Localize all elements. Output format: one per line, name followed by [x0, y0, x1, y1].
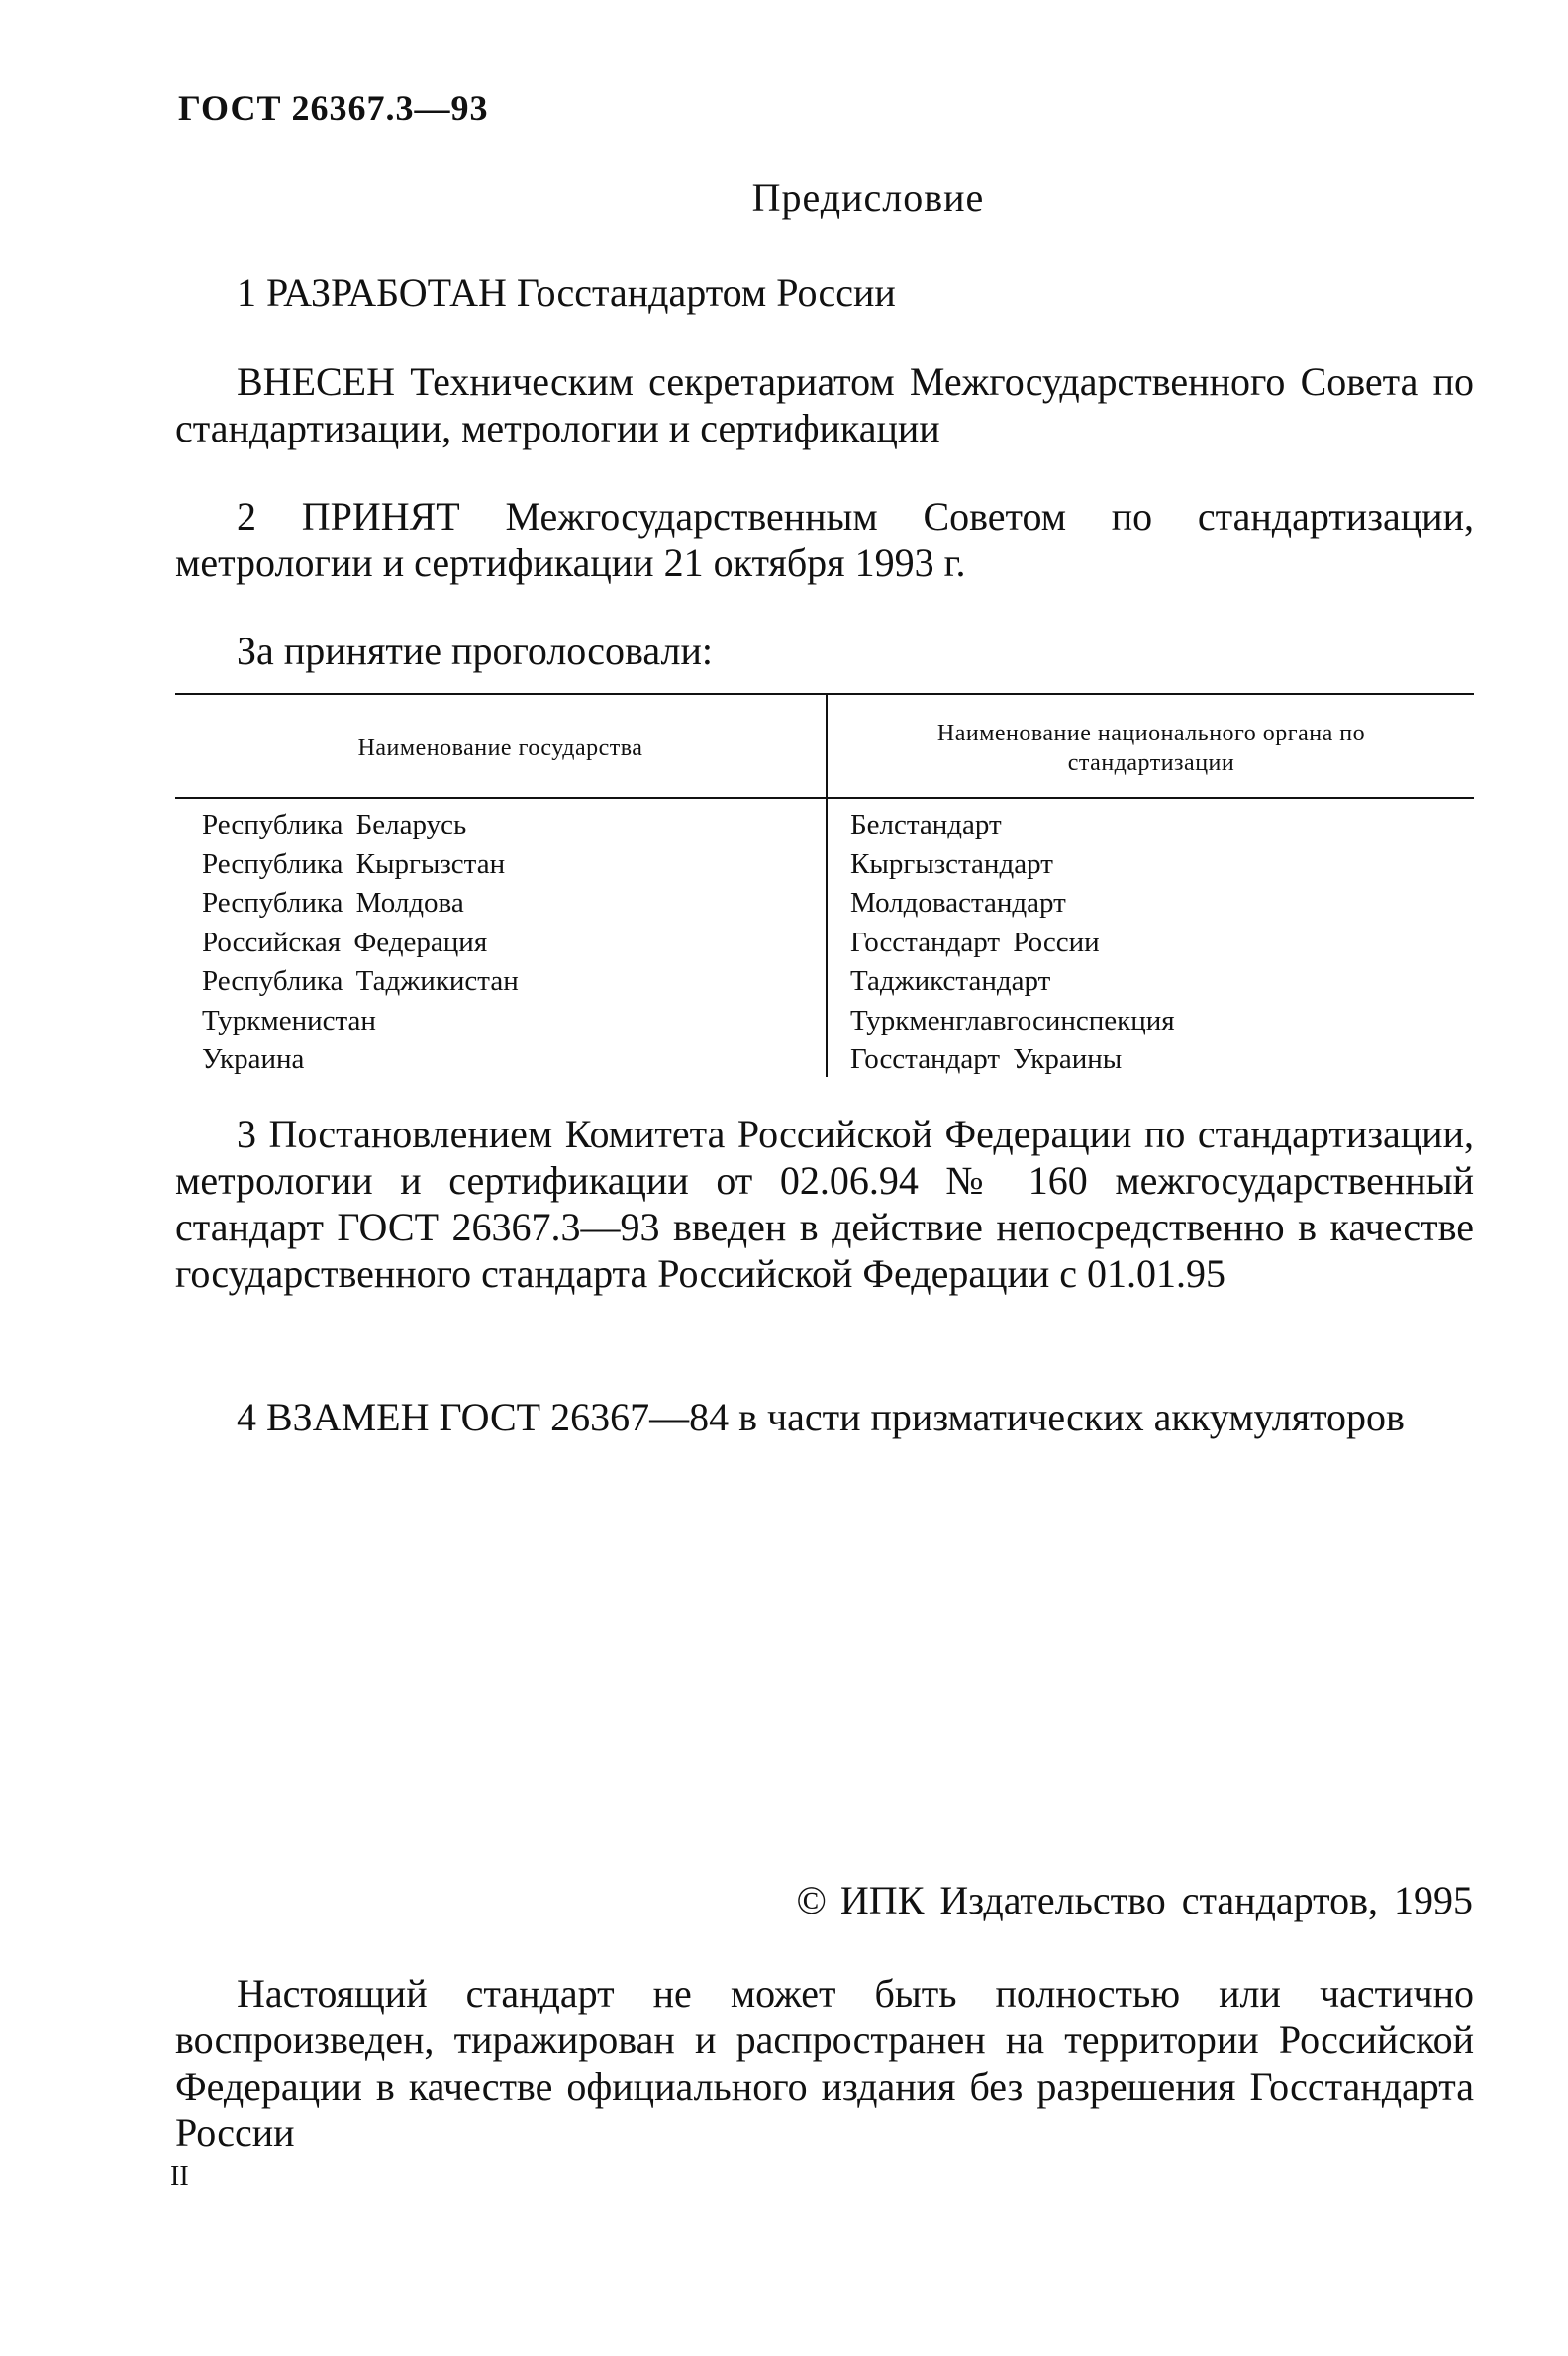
copyright-text: ИПК Издательство стандартов, 1995: [839, 1878, 1473, 1922]
page-heading: Предисловие: [751, 175, 985, 220]
section-4-paragraph: [175, 1394, 1474, 1440]
section-1-sub-text: ВНЕСЕН Техническим секретариатом Межгосударственного Совета по стандартизации, метрологии и сертификации: [175, 359, 1474, 450]
section-4-text: 4 ВЗАМЕН ГОСТ 26367—84 в части призматических аккумуляторов: [237, 1395, 1405, 1439]
state-cell: Республика Беларусь: [202, 809, 467, 840]
table-body: [175, 806, 1474, 1080]
state-cell: Туркменистан: [202, 1004, 376, 1036]
table-row: [175, 1040, 1474, 1080]
state-cell: Российская Федерация: [202, 926, 488, 958]
vote-intro-text: За принятие проголосовали:: [237, 629, 713, 673]
section-3-text: 3 Постановлением Комитета Российской Федерации по стандартизации, метрологии и сертификации от 02.06.94 № 160 межгосударственный стандарт ГОСТ 26367.3—93 введен в действие непосредственно в качестве государственного стандарта Российской Федерации с 01.01.95: [175, 1112, 1474, 1296]
reproduction-notice-paragraph: [175, 1970, 1474, 2156]
state-cell: Республика Молдова: [202, 887, 464, 919]
state-cell: Украина: [202, 1043, 305, 1075]
national-body-cell: Госстандарт России: [850, 926, 1100, 958]
table-row: [175, 884, 1474, 924]
national-body-cell: Белстандарт: [850, 809, 1002, 840]
national-body-cell: Кыргызстандарт: [850, 847, 1053, 880]
table-row: [175, 962, 1474, 1002]
state-cell: Республика Таджикистан: [202, 965, 519, 997]
state-cell: Республика Кыргызстан: [202, 847, 506, 880]
section-1-paragraph: [175, 269, 1474, 316]
section-1-text: 1 РАЗРАБОТАН Госстандартом России: [237, 270, 896, 315]
table-header-rule: [175, 797, 1474, 799]
table-row: [175, 1002, 1474, 1041]
section-2-paragraph: [175, 493, 1474, 586]
table-header-national-body: Наименование национального органа по стандартизации: [936, 720, 1366, 776]
table-row: [175, 924, 1474, 963]
section-3-paragraph: [175, 1111, 1474, 1297]
document-code: ГОСТ 26367.3—93: [178, 88, 489, 128]
national-body-cell: Таджикстандарт: [850, 965, 1051, 997]
page-number: II: [170, 2161, 189, 2192]
national-body-cell: Госстандарт Украины: [850, 1043, 1123, 1075]
vote-intro-paragraph: [175, 628, 1474, 674]
table-row: [175, 845, 1474, 885]
table-header-state: Наименование государства: [357, 735, 643, 761]
copyright-line: [0, 1877, 1473, 1923]
table-top-rule: [175, 693, 1474, 695]
copyright-icon: ©: [796, 1878, 827, 1922]
national-body-cell: Молдовастандарт: [850, 887, 1066, 919]
national-body-cell: Туркменглавгосинспекция: [850, 1004, 1175, 1036]
table-row: [175, 806, 1474, 845]
reproduction-notice-text: Настоящий стандарт не может быть полностью или частично воспроизведен, тиражирован и распространен на территории Российской Федерации в качестве официального издания без разрешения Госстандарта России: [175, 1971, 1474, 2155]
section-1-sub-paragraph: [175, 358, 1474, 451]
section-2-text: 2 ПРИНЯТ Межгосударственным Советом по стандартизации, метрологии и сертификации 21 октября 1993 г.: [175, 494, 1474, 585]
